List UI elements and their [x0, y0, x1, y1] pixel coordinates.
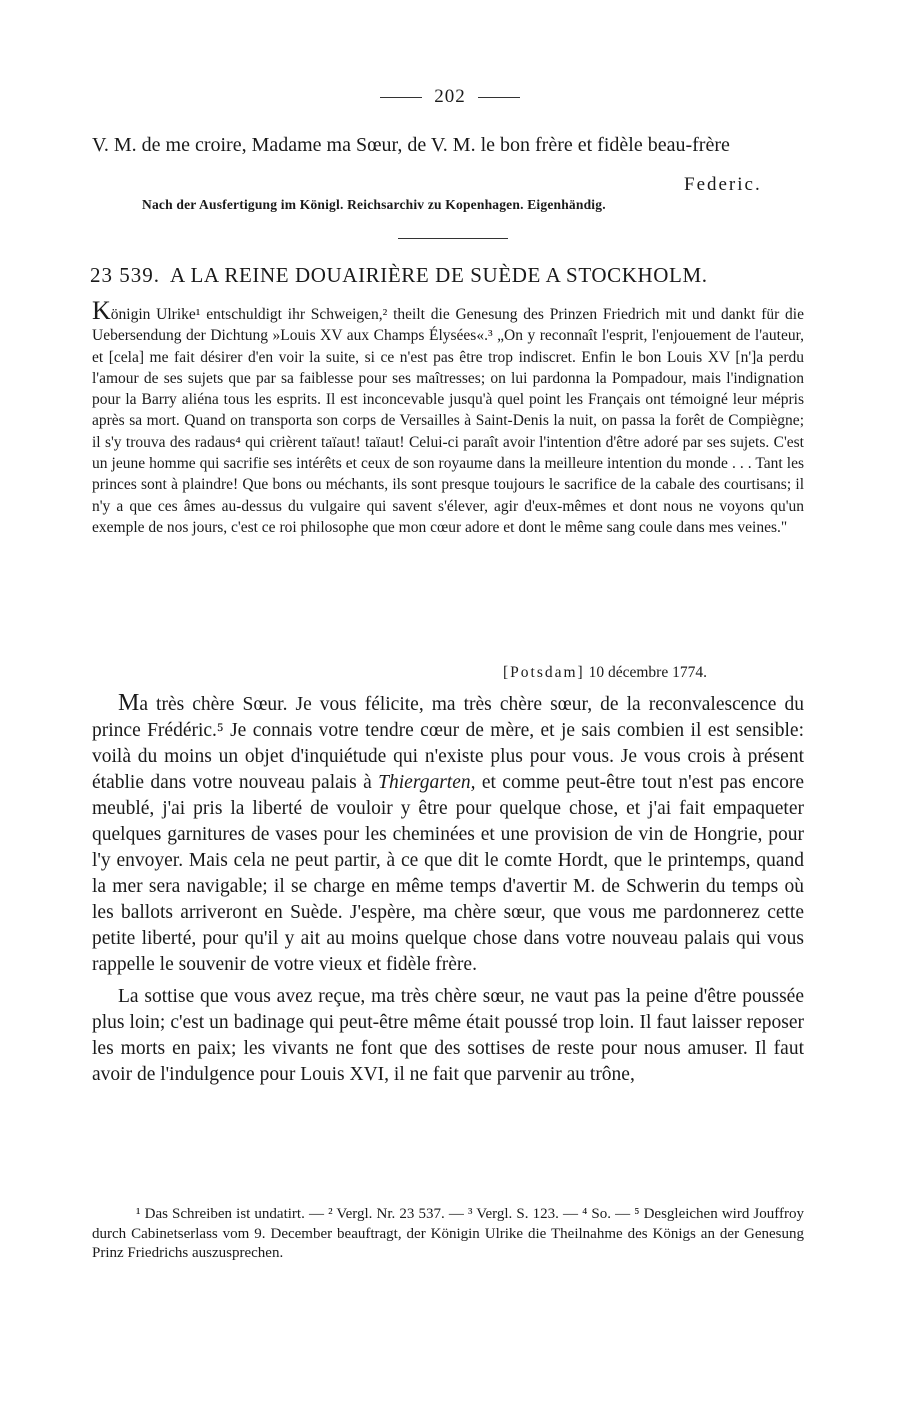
- paragraph-initial: M: [118, 690, 140, 716]
- signature: Federic.: [684, 174, 762, 195]
- letter-number: 23 539.: [90, 263, 160, 287]
- section-divider: [398, 238, 508, 239]
- paragraph-1-part-a: a très chère Sœur. Je vous félicite, ma très chère sœur, de la reconvalescence du prince Frédéric.⁵ Je connais votre tendre cœur de mère, et je sais combien il est sensible: voilà du moins un objet d'inquiétude qui n'existe plus pour vous. Je vous crois à présent établie dans votre nouveau palais à: [92, 694, 804, 793]
- letter-body: [92, 690, 804, 1088]
- letter-paragraph-2: La sottise que vous avez reçue, ma très chère sœur, ne vaut pas la peine d'être poussée plus loin; c'est un badinage qui peut-être même était poussé trop loin. Il faut laisser reposer les morts en paix; les vivants ne font que des sottises de reste pour nous amuser. Il faut avoir de l'indulgence pour Louis XVI, il ne fait que parvenir au trône,: [92, 986, 804, 1085]
- letter-title: A LA REINE DOUAIRIÈRE DE SUÈDE A STOCKHOLM.: [170, 263, 708, 287]
- footnotes: ¹ Das Schreiben ist undatirt. — ² Vergl. Nr. 23 537. — ³ Vergl. S. 123. — ⁴ So. — ⁵ Desgleichen wird Jouffroy durch Cabinetserlass vom 9. December beauftragt, der Königin Ulrike die Theilnahme des Königs an der Genesung Prinz Friedrichs auszusprechen.: [92, 1206, 804, 1261]
- place-name-thiergarten: Thiergarten,: [378, 772, 476, 793]
- summary-initial: K: [92, 296, 111, 325]
- source-note: Nach der Ausfertigung im Königl. Reichsarchiv zu Kopenhagen. Eigenhändig.: [142, 197, 606, 212]
- page-header: [0, 86, 900, 108]
- dateline-place: [Potsdam]: [503, 664, 585, 681]
- dateline-date: 10 décembre 1774.: [588, 664, 707, 681]
- letter-summary: [92, 296, 804, 538]
- page-number: 202: [434, 86, 466, 107]
- header-rule-left: [380, 97, 422, 98]
- header-rule-right: [478, 97, 520, 98]
- paragraph-1-part-b: et comme peut-être tout n'est pas encore meublé, j'ai pris la liberté de vouloir y être pour quelque chose, et j'ai fait empaqueter quelques garnitures de vases pour les cheminées et une provision de vin de Hongrie, pour l'y envoyer. Mais cela ne peut partir, à ce que dit le comte Hordt, que le printemps, quand la mer sera navigable; il se charge en même temps d'avertir M. de Schwerin du temps où les ballots arriveront en Suède. J'espère, ma chère sœur, que vous me pardonnerez cette petite liberté, pour qu'il y ait au moins quelque chose dans votre nouveau palais qui vous rappelle le souvenir de votre vieux et fidèle frère.: [92, 772, 804, 975]
- letter-closing-text: V. M. de me croire, Madame ma Sœur, de V. M. le bon frère et fidèle beau-frère: [92, 134, 730, 156]
- letter-heading: [90, 263, 804, 288]
- letter-paragraph-1: [92, 690, 804, 978]
- summary-text: önigin Ulrike¹ entschuldigt ihr Schweigen,² theilt die Genesung des Prinzen Friedrich mit und dankt für die Uebersendung der Dichtung »Louis XV aux Champs Élysées«.³ „On y reconnaît l'esprit, l'enjouement de l'auteur, et [cela] me fait désirer d'en voir la suite, si ce n'est pas être trop indiscret. Enfin le bon Louis XV [n']a perdu l'amour de ses sujets que par sa faiblesse pour ses maîtresses; on lui pardonna la Pompadour, mais l'indignation pour la Barry aliéna tous les esprits. Il est inconcevable jusqu'à quel point les Français ont témoigné leur mépris après sa mort. Quand on transporta son corps de Versailles à Saint-Denis la nuit, on passa la forêt de Compiègne; il s'y trouva des radaus⁴ qui crièrent taïaut! taïaut! Celui-ci paraît avoir l'intention d'être adoré par ses sujets. C'est un jeune homme qui sacrifie ses intérêts et ceux de son royaume dans la meilleure intention du monde . . . Tant les princes sont à plaindre! Que bons ou méchants, ils sont presque toujours le sacrifice de la cabale des courtisans; il n'y a que ces âmes au-dessus du vulgaire qui savent s'élever, agir d'eux-mêmes et dont nous ne voyons qu'un exemple de nos jours, c'est ce roi philosophe que mon cœur adore et dont le même sang coule dans mes veines.": [92, 306, 804, 536]
- dateline: [503, 664, 707, 682]
